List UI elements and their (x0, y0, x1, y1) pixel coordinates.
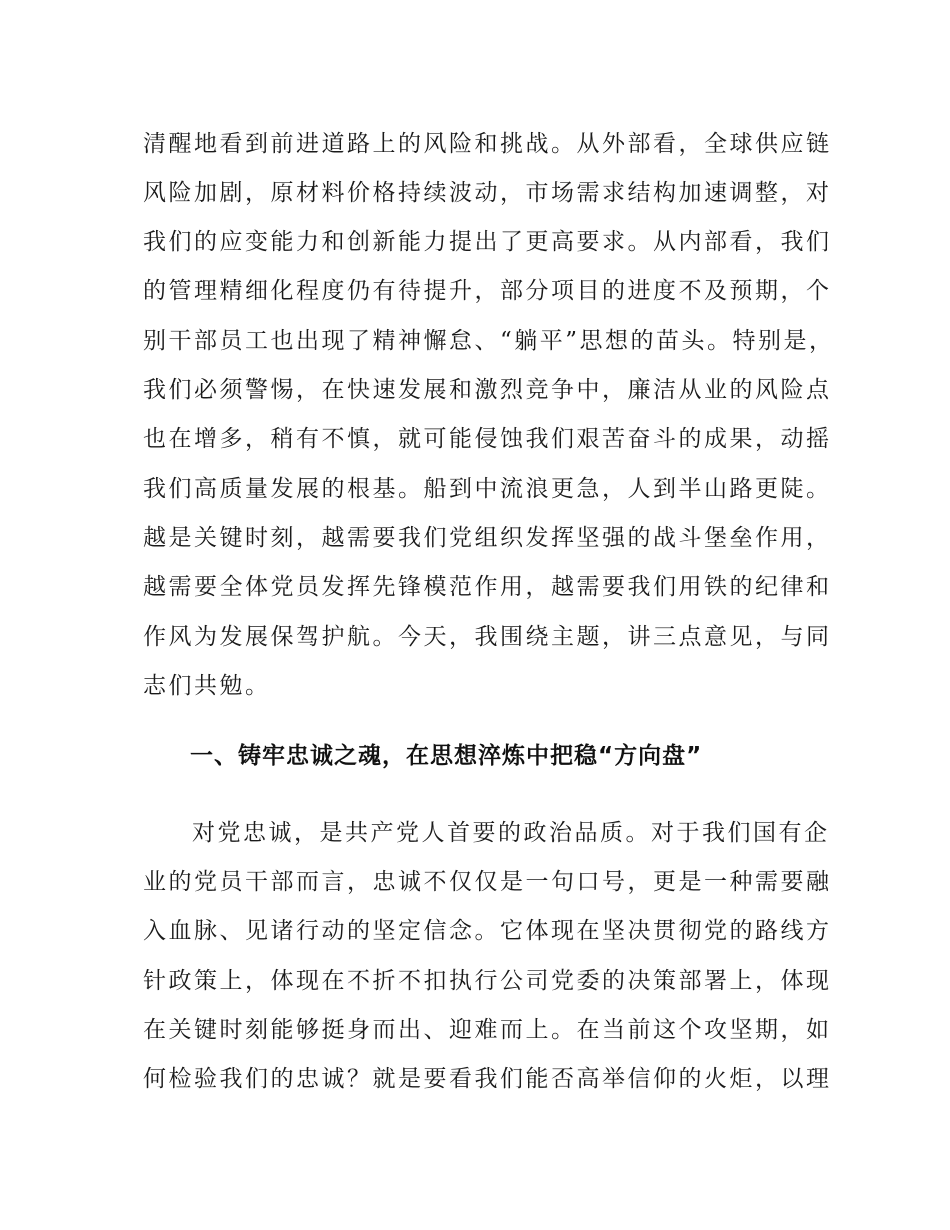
paragraph-line: 业的党员干部而言，忠诚不仅仅是一句口号，更是一种需要融 (143, 869, 832, 895)
paragraph-line: 入血脉、见诸行动的坚定信念。它体现在坚决贯彻党的路线方 (143, 918, 832, 944)
paragraph-line: 我们高质量发展的根基。船到中流浪更急，人到半山路更陡。 (143, 476, 832, 502)
paragraph-line: 对党忠诚，是共产党人首要的政治品质。对于我们国有企 (192, 820, 830, 846)
paragraph-line: 作风为发展保驾护航。今天，我围绕主题，讲三点意见，与同 (143, 624, 832, 650)
paragraph-line: 也在增多，稍有不慎，就可能侵蚀我们艰苦奋斗的成果，动摇 (143, 426, 832, 452)
paragraph-line: 我们必须警惕，在快速发展和激烈竞争中，廉洁从业的风险点 (143, 377, 832, 403)
paragraph-line: 何检验我们的忠诚？就是要看我们能否高举信仰的火炬，以理 (143, 1066, 832, 1092)
paragraph-line: 针政策上，体现在不折不扣执行公司党委的决策部署上，体现 (143, 968, 832, 994)
paragraph-line: 志们共勉。 (143, 673, 271, 699)
paragraph-line: 清醒地看到前进道路上的风险和挑战。从外部看，全球供应链 (143, 131, 832, 157)
section-heading: 一、铸牢忠诚之魂，在思想淬炼中把稳“方向盘” (190, 743, 703, 769)
paragraph-line: 在关键时刻能够挺身而出、迎难而上。在当前这个攻坚期，如 (143, 1017, 832, 1043)
paragraph-line: 越是关键时刻，越需要我们党组织发挥坚强的战斗堡垒作用， (143, 525, 832, 551)
paragraph-line: 的管理精细化程度仍有待提升，部分项目的进度不及预期，个 (143, 278, 832, 304)
paragraph-line: 风险加剧，原材料价格持续波动，市场需求结构加速调整，对 (143, 180, 832, 206)
paragraph-line: 越需要全体党员发挥先锋模范作用，越需要我们用铁的纪律和 (143, 574, 832, 600)
paragraph-line: 我们的应变能力和创新能力提出了更高要求。从内部看，我们 (143, 229, 832, 255)
paragraph-line: 别干部员工也出现了精神懈怠、“躺平”思想的苗头。特别是， (143, 328, 835, 354)
